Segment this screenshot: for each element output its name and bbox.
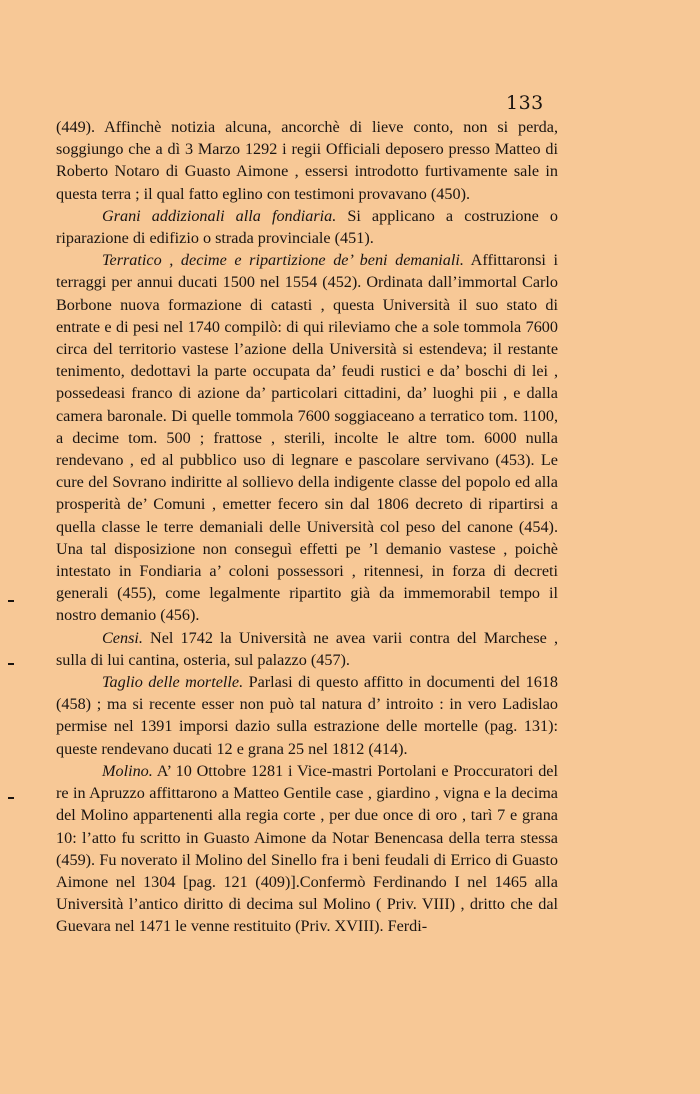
page-number: 133: [506, 92, 544, 114]
margin-mark: [8, 600, 14, 602]
margin-mark: [8, 663, 14, 665]
paragraph-text: Si applicano a costruzione o riparazione di edifizio o strada provinciale (451).: [56, 206, 558, 248]
section-heading: Molino.: [102, 761, 153, 780]
paragraph-text: (449). Affinchè notizia alcuna, ancorchè di lieve conto, non si perda, soggiungo che a dì 3 Marzo 1292 i regii Officiali deposero presso Matteo di Roberto Notaro di Guasto Aimone , essersi introdotto furtivamente sale in questa terra ; il qual fatto eglino con testimoni provavano (450).: [56, 118, 558, 203]
section-heading: Terratico , decime e ripartizione de’ beni demaniali.: [102, 251, 464, 270]
paragraph-text: Parlasi di questo affitto in documenti del 1618 (458) ; ma si recente esser non può tal natura d’ introito : in vero Ladislao permise nel 1391 imporsi dazio sulla estrazione delle mortelle (pag. 131): queste rendevano ducati 12 e grana 25 nel 1812 (414).: [56, 673, 558, 758]
margin-mark: [8, 797, 14, 799]
paragraph: [56, 671, 558, 760]
paragraph: [56, 760, 558, 938]
section-heading: Taglio delle mortelle.: [102, 673, 244, 692]
paragraph: [56, 627, 558, 671]
paragraph-text: Affittaronsi i terraggi per annui ducati 1500 nel 1554 (452). Ordinata dall’immortal Carlo Borbone nuova formazione di catasti , questa Università il suo stato di entrate e di pesi nel 1740 compilò: di qui rileviamo che a sole tommola 7600 circa del territorio vastese l’azione della Università si estendeva; il restante tenimento, dedottavi la parte occupata da’ feudi rustici e da’ boschi di lei , possedeasi franco di azione da’ particolari cittadini, da’ luoghi pii , e dalla camera baronale. Di quelle tommola 7600 soggiaceano a terratico tom. 1100, a decime tom. 500 ; frattose , sterili, incolte le altre tom. 6000 nulla rendevano , ed al pubblico uso di legnare e pascolare servivano (453). Le cure del Sovrano indiritte al sollievo della indigente classe del popolo ed alla prosperità de’ Comuni , emetter fecero sin dal 1806 decreto di ripartirsi a quella classe le terre demaniali delle Università col peso del canone (454). Una tal disposizione non conseguì effetti pe ’l demanio vastese , poichè intestato in Fondiaria a’ coloni possessori , ritennesi, in forza di decreti generali (455), come legalmente ripartito già da immemorabil tempo il nostro demanio (456).: [56, 251, 558, 625]
paragraph-text: Nel 1742 la Università ne avea varii contra del Marchese , sulla di lui cantina, osteria, sul palazzo (457).: [56, 628, 558, 669]
paragraph: [56, 116, 558, 205]
paragraph: [56, 249, 558, 626]
paragraph-text: A’ 10 Ottobre 1281 i Vice-mastri Portolani e Proccuratori del re in Apruzzo affittarono a Matteo Gentile case , giardino , vigna e la decima del Molino appartenenti alla regia corte , per due once di oro , tarì 7 e grana 10: l’atto fu scritto in Guasto Aimone da Notar Benencasa della terra stessa (459). Fu noverato il Molino del Sinello fra i beni feudali di Errico di Guasto Aimone nel 1304 [pag. 121 (409)].Confermò Ferdinando I nel 1465 alla Università l’antico diritto di decima sul Molino ( Priv. VIII) , dritto che dal Guevara nel 1471 le venne restituito (Priv. XVIII). Ferdi-: [56, 761, 558, 936]
paragraph: [56, 205, 558, 249]
section-heading: Censi.: [102, 628, 143, 647]
section-heading: Grani addizionali alla fondiaria.: [102, 206, 337, 225]
body-text: [56, 116, 558, 938]
